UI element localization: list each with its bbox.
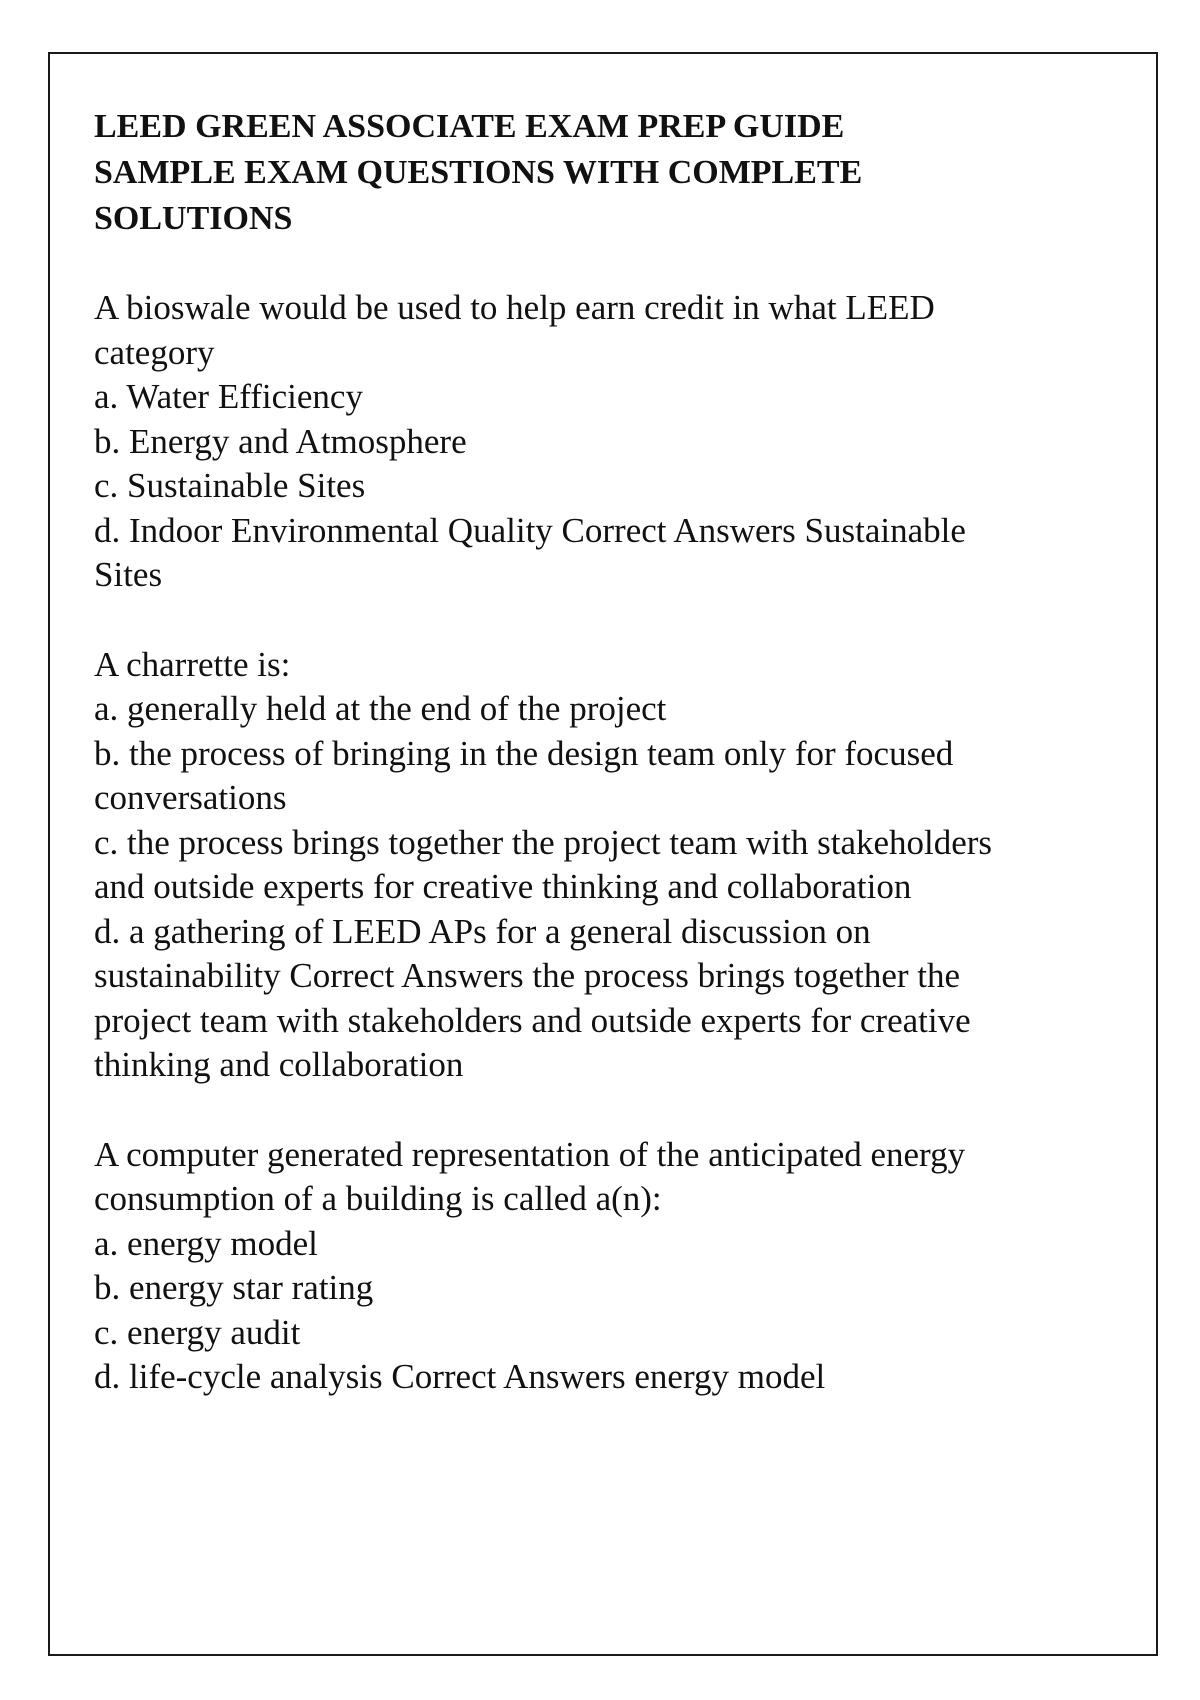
answer-option-a: a. generally held at the end of the project <box>94 689 667 728</box>
title-line-1: LEED GREEN ASSOCIATE EXAM PREP GUIDE <box>94 108 845 145</box>
answer-option-c: c. energy audit <box>94 1312 301 1352</box>
title-line-3: SOLUTIONS <box>94 200 293 237</box>
answer-option-b: b. Energy and Atmosphere <box>94 421 467 461</box>
document-title <box>94 104 1074 242</box>
document-content <box>94 104 1074 1445</box>
answer-option-d: d. Indoor Environmental Quality Correct Answers Sustainable <box>94 510 966 550</box>
correct-answer: project team with stakeholders and outside experts for creative <box>94 1000 971 1040</box>
question-bioswale <box>94 286 1074 598</box>
answer-option-c: and outside experts for creative thinking and collaboration <box>94 867 912 906</box>
title-line-2: SAMPLE EXAM QUESTIONS WITH COMPLETE <box>94 154 863 191</box>
answer-option-b: b. the process of bringing in the design team only for focused <box>94 733 954 773</box>
answer-option-a: a. energy model <box>94 1223 318 1263</box>
answer-option-c: c. the process brings together the project team with stakeholders <box>94 822 993 862</box>
question-energy-model <box>94 1133 1074 1400</box>
answer-option-d: d. life-cycle analysis Correct Answers energy model <box>94 1357 826 1396</box>
question-text: A charrette is: <box>94 644 291 684</box>
answer-option-c: c. Sustainable Sites <box>94 466 366 505</box>
answer-option-b: conversations <box>94 778 287 817</box>
correct-answer: thinking and collaboration <box>94 1045 464 1084</box>
question-text: category <box>94 332 215 372</box>
correct-answer: Sites <box>94 555 163 594</box>
answer-option-a: a. Water Efficiency <box>94 377 363 416</box>
question-text: A computer generated representation of the anticipated energy <box>94 1134 966 1174</box>
correct-answer: sustainability Correct Answers the process brings together the <box>94 956 961 995</box>
answer-option-d: d. a gathering of LEED APs for a general discussion on <box>94 911 871 951</box>
question-text: consumption of a building is called a(n): <box>94 1179 662 1218</box>
answer-option-b: b. energy star rating <box>94 1268 374 1307</box>
question-charrette <box>94 643 1074 1088</box>
question-text: A bioswale would be used to help earn credit in what LEED <box>94 288 935 327</box>
